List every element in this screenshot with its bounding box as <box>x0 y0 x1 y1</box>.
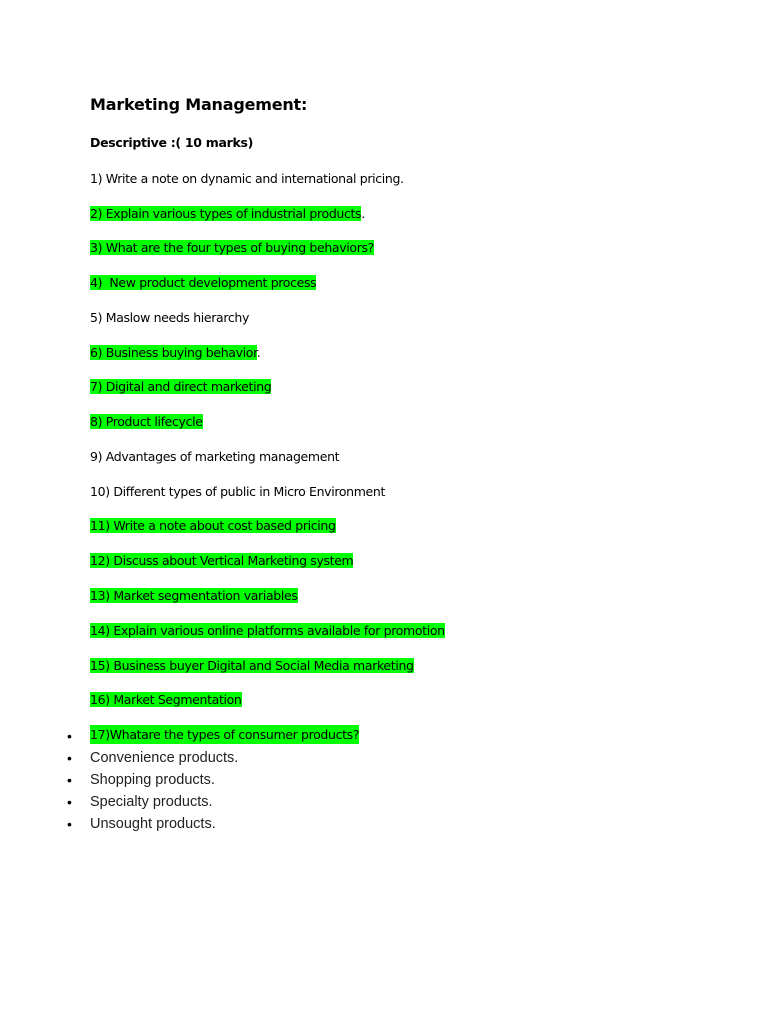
question-5 <box>90 308 249 327</box>
question-text: 8) Product lifecycle <box>90 414 203 429</box>
question-9 <box>90 447 339 466</box>
question-6 <box>90 343 260 362</box>
question-2 <box>90 204 365 223</box>
question-text: 4) New product development process <box>90 275 317 290</box>
bullet-item <box>0 791 768 813</box>
question-4 <box>90 273 316 292</box>
bullet-glyph: • <box>67 772 72 788</box>
bullet-text: Shopping products. <box>90 772 215 788</box>
question-text: 11) Write a note about cost based pricing <box>90 518 336 533</box>
question-suffix: . <box>256 345 261 360</box>
question-text: 13) Market segmentation variables <box>90 588 298 603</box>
question-11 <box>90 516 336 535</box>
question-text: 12) Discuss about Vertical Marketing system <box>90 553 354 568</box>
question-text: 14) Explain various online platforms available for promotion <box>90 623 445 638</box>
bullet-item <box>0 769 768 791</box>
bullet-text: Specialty products. <box>90 794 213 810</box>
question-7 <box>90 377 271 396</box>
bullet-text: Convenience products. <box>90 750 239 766</box>
bullet-glyph: • <box>67 794 72 810</box>
question-13 <box>90 586 298 605</box>
question-1 <box>90 169 404 188</box>
question-15 <box>90 656 414 675</box>
bullet-glyph: • <box>67 728 72 744</box>
question-14 <box>90 621 445 640</box>
bullet-glyph: • <box>67 750 72 766</box>
question-text: 3) What are the four types of buying behaviors? <box>90 240 374 255</box>
question-text: 9) Advantages of marketing management <box>90 449 340 464</box>
question-12 <box>90 551 353 570</box>
question-text: 16) Market Segmentation <box>90 692 242 707</box>
question-text: 15) Business buyer Digital and Social Media marketing <box>90 658 414 673</box>
page-title: Marketing Management: <box>90 95 308 114</box>
bullet-text: Unsought products. <box>90 816 216 832</box>
bullet-item <box>0 813 768 835</box>
question-text: 10) Different types of public in Micro Environment <box>90 484 386 499</box>
bullet-glyph: • <box>67 816 72 832</box>
question-text: 5) Maslow needs hierarchy <box>90 310 249 325</box>
question-suffix: . <box>361 206 365 221</box>
question-3 <box>90 238 374 257</box>
bullet-list <box>0 725 768 835</box>
question-text: 7) Digital and direct marketing <box>90 379 272 394</box>
question-8 <box>90 412 203 431</box>
question-10 <box>90 482 385 501</box>
question-text: 2) Explain various types of industrial products <box>90 206 362 221</box>
bullet-item <box>0 747 768 769</box>
bullet-text: 17)Whatare the types of consumer products? <box>90 727 360 742</box>
question-text: 6) Business buying behavior <box>90 345 257 360</box>
bullet-item <box>0 725 768 747</box>
section-subtitle: Descriptive :( 10 marks) <box>90 135 254 150</box>
question-text: 1) Write a note on dynamic and international pricing. <box>90 171 404 186</box>
question-16 <box>90 690 242 709</box>
